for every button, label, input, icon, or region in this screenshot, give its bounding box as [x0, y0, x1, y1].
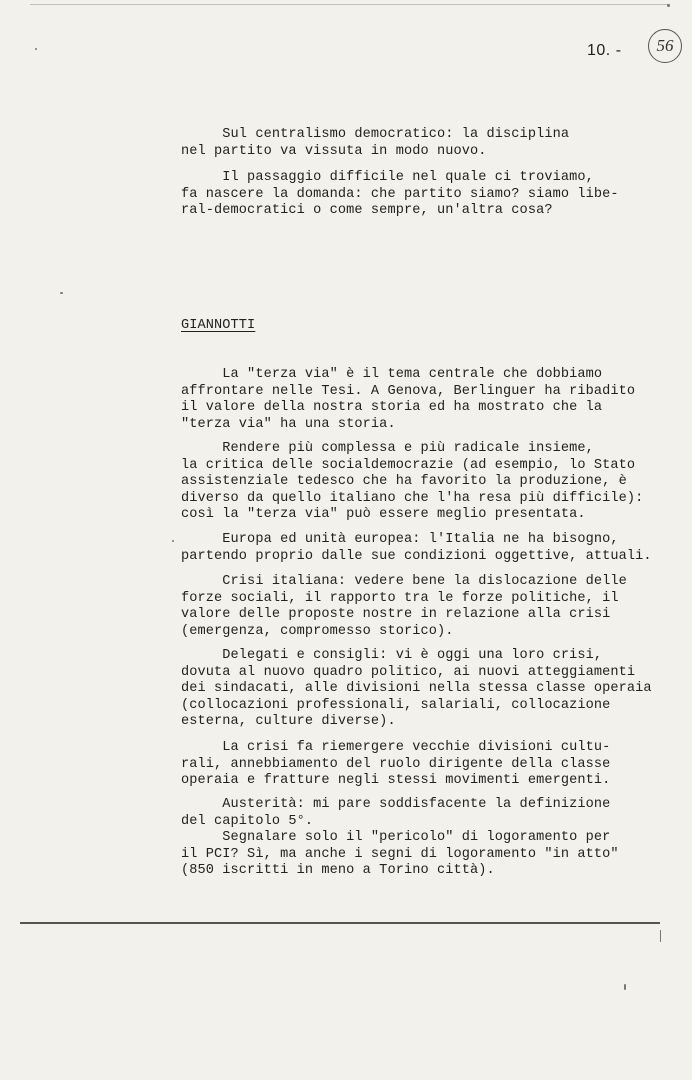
- paragraph-crisi-divisioni: La crisi fa riemergere vecchie divisioni cultu- rali, annebbiamento del ruolo dirigente della classe operaia e fratture negli stessi movimenti emergenti.: [181, 740, 611, 788]
- paper-speck: [60, 292, 63, 294]
- paragraph-crisi-italiana: Crisi italiana: vedere bene la dislocazione delle forze sociali, il rapporto tra le forze politiche, il valore delle proposte nostre in relazione alla crisi (emergenza, compromesso storico).: [181, 574, 627, 639]
- paragraph-passaggio: Il passaggio difficile nel quale ci troviamo, fa nascere la domanda: che partito siamo? siamo libe- ral-democratici o come sempre, un'altra cosa?: [181, 170, 619, 218]
- paper-speck: [660, 930, 661, 942]
- paper-speck: [35, 48, 37, 50]
- paragraph-austerita: Austerità: mi pare soddisfacente la definizione del capitolo 5°. Segnalare solo il "pericolo" di logoramento per il PCI? Sì, ma anche i segni di logoramento "in atto" (850 iscritti in meno a Torino città).: [181, 797, 619, 878]
- stamp-number: 56: [656, 36, 674, 55]
- bottom-rule: [20, 922, 660, 924]
- archive-stamp: [648, 29, 682, 63]
- paragraph-centralismo: Sul centralismo democratico: la disciplina nel partito va vissuta in modo nuovo.: [181, 127, 570, 159]
- speaker-heading: GIANNOTTI: [181, 318, 256, 333]
- paragraph-europa: Europa ed unità europea: l'Italia ne ha bisogno, partendo proprio dalle sue condizioni oggettive, attuali.: [181, 532, 652, 564]
- page-number: 10. -: [587, 42, 622, 59]
- paragraph-terza-via: La "terza via" è il tema centrale che dobbiamo affrontare nelle Tesi. A Genova, Berlinguer ha ribadito il valore della nostra storia ed ha mostrato che la "terza via" ha una storia.: [181, 367, 636, 432]
- paragraph-socialdemocrazie: Rendere più complessa e più radicale insieme, la critica delle socialdemocrazie (ad esempio, lo Stato assistenziale tedesco che ha favorito la produzione, è diverso da quello italiano che l'ha resa più difficile): così la "terza via" può essere meglio presentata.: [181, 441, 644, 522]
- paper-speck: [624, 984, 626, 990]
- paper-speck: [667, 4, 670, 7]
- page-top-edge: [30, 4, 670, 5]
- paragraph-delegati: Delegati e consigli: vi è oggi una loro crisi, dovuta al nuovo quadro politico, ai nuovi atteggiamenti dei sindacati, alle divisioni nella stessa classe operaia (collocazioni professionali, salariali, collocazione esterna, culture diverse).: [181, 648, 652, 729]
- paper-speck: [172, 540, 174, 542]
